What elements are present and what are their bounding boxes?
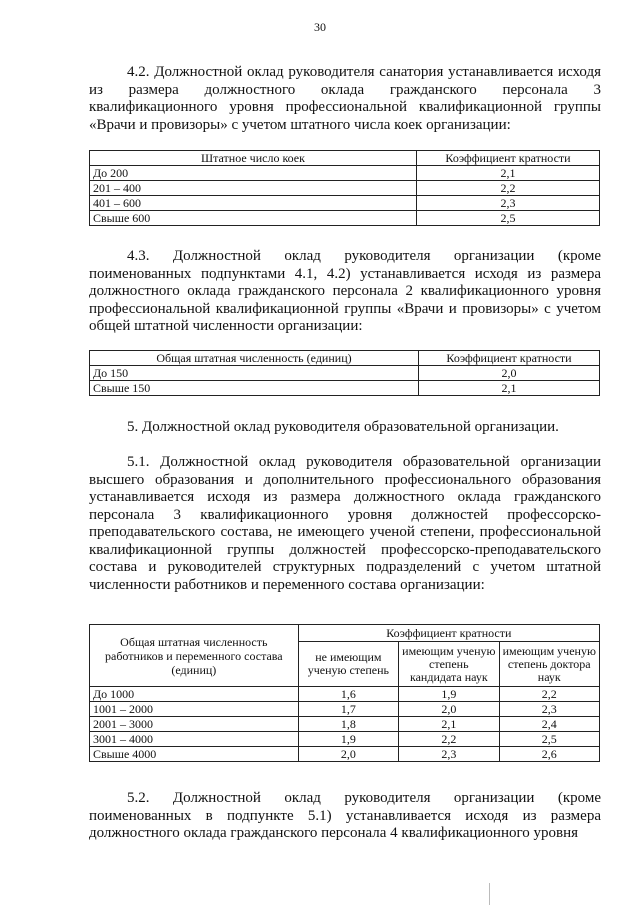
header-doctor: имеющим ученую степень доктора наук <box>499 642 599 687</box>
section-5-heading: 5. Должностной оклад руководителя образовательной организации. <box>127 419 559 435</box>
header-staff-total: Общая штатная численность работников и переменного состава (единиц) <box>90 625 299 687</box>
table-row <box>90 381 600 396</box>
table-header-row <box>90 625 600 642</box>
cell-range: 1001 – 2000 <box>90 702 299 717</box>
paragraph-5-2: 5.2. Должностной оклад руководителя организации (кроме поименованных в подпункте 5.1) устанавливается исходя из размера должностного оклада гражданского персонала 4 квалификационного уровня <box>89 790 601 841</box>
cell-range: 3001 – 4000 <box>90 732 299 747</box>
paragraph-4-3: 4.3. Должностной оклад руководителя организации (кроме поименованных подпунктами 4.1, 4.2) устанавливается исходя из размера должностного оклада гражданского персонала 2 квалификационного уровня профессиональной квалификационной группы «Врачи и провизоры» с учетом общей штатной численности организации: <box>89 248 601 334</box>
cell-range: Свыше 150 <box>90 381 419 396</box>
cell-value: 1,9 <box>298 732 398 747</box>
header-no-degree: не имеющим ученую степень <box>298 642 398 687</box>
cell-value: 1,8 <box>298 717 398 732</box>
cell-range: До 200 <box>90 166 417 181</box>
cell-range: Свыше 600 <box>90 211 417 226</box>
cell-value: 2,1 <box>399 717 499 732</box>
cell-range: До 1000 <box>90 687 299 702</box>
cell-range: До 150 <box>90 366 419 381</box>
cell-value: 2,4 <box>499 717 599 732</box>
cell-value: 1,7 <box>298 702 398 717</box>
header-coefficient: Коэффициент кратности <box>419 351 600 366</box>
cell-value: 1,6 <box>298 687 398 702</box>
cell-range: 401 – 600 <box>90 196 417 211</box>
cell-range: Свыше 4000 <box>90 747 299 762</box>
table-row <box>90 702 600 717</box>
cell-coef: 2,2 <box>417 181 600 196</box>
header-beds: Штатное число коек <box>90 151 417 166</box>
cell-value: 2,3 <box>499 702 599 717</box>
table-education <box>89 624 600 762</box>
table-row <box>90 747 600 762</box>
table-row <box>90 732 600 747</box>
cell-coef: 2,0 <box>419 366 600 381</box>
cell-value: 1,9 <box>399 687 499 702</box>
page-number: 30 <box>314 20 326 34</box>
table-row <box>90 196 600 211</box>
header-coefficient: Коэффициент кратности <box>417 151 600 166</box>
cell-range: 201 – 400 <box>90 181 417 196</box>
cell-range: 2001 – 3000 <box>90 717 299 732</box>
table-row <box>90 717 600 732</box>
cell-value: 2,5 <box>499 732 599 747</box>
cell-value: 2,6 <box>499 747 599 762</box>
paragraph-4-2: 4.2. Должностной оклад руководителя санатория устанавливается исходя из размера должностного оклада гражданского персонала 3 квалификационного уровня профессиональной квалификационной группы «Врачи и провизоры» с учетом штатного числа коек организации: <box>89 64 601 133</box>
cell-value: 2,2 <box>499 687 599 702</box>
paragraph-5-1: 5.1. Должностной оклад руководителя образовательной организации высшего образования и дополнительного профессионального образования устанавливается исходя из размера должностного оклада гражданского персонала 3 квалификационного уровня должностей профессорско-преподавательского состава, не имеющего ученой степени, профессиональной квалификационной группы должностей профессорско-преподавательского состава и руководителей структурных подразделений с учетом штатной численности работников и переменного состава организации: <box>89 454 601 593</box>
cell-value: 2,0 <box>298 747 398 762</box>
scan-artifact <box>489 883 490 905</box>
table-header-row <box>90 151 600 166</box>
cell-coef: 2,5 <box>417 211 600 226</box>
cell-value: 2,0 <box>399 702 499 717</box>
table-staff <box>89 350 600 396</box>
table-row <box>90 687 600 702</box>
cell-coef: 2,1 <box>419 381 600 396</box>
table-header-row <box>90 351 600 366</box>
header-candidate: имеющим ученую степень кандидата наук <box>399 642 499 687</box>
cell-coef: 2,3 <box>417 196 600 211</box>
table-row <box>90 366 600 381</box>
cell-value: 2,3 <box>399 747 499 762</box>
header-staff: Общая штатная численность (единиц) <box>90 351 419 366</box>
cell-coef: 2,1 <box>417 166 600 181</box>
table-beds <box>89 150 600 226</box>
header-coefficient-group: Коэффициент кратности <box>298 625 599 642</box>
cell-value: 2,2 <box>399 732 499 747</box>
table-row <box>90 181 600 196</box>
table-row <box>90 166 600 181</box>
table-row <box>90 211 600 226</box>
